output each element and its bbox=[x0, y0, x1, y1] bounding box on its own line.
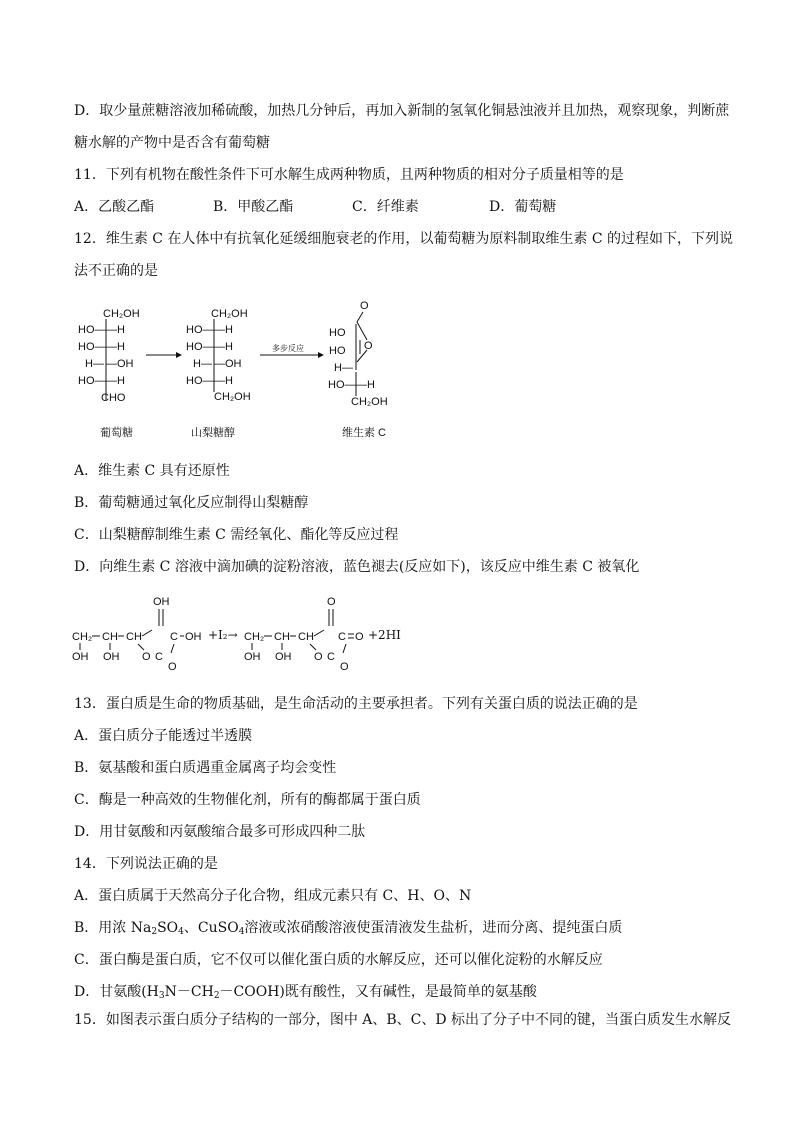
left-oh-bottom-2: OH bbox=[103, 651, 120, 663]
q13-option-d: D．用甘氨酸和丙氨酸缩合最多可形成四种二肽 bbox=[74, 824, 366, 840]
vitamin-c-iodine-reaction bbox=[70, 592, 430, 672]
right-oh-bottom-1: OH bbox=[244, 651, 261, 663]
plus-2hi: +2HI bbox=[368, 628, 401, 642]
vitc-oh-2: HO bbox=[329, 345, 346, 357]
q14-b-sub-3: 4 bbox=[238, 927, 245, 937]
q14-d-sub-2: 2 bbox=[213, 991, 220, 1001]
glucose-cho: CHO bbox=[101, 392, 126, 404]
q13-option-a: A．蛋白质分子能透过半透膜 bbox=[74, 728, 253, 744]
vitamin-c-synthesis-scheme bbox=[70, 296, 410, 446]
glucose-r3-left: H— bbox=[85, 358, 104, 370]
vitc-ho: HO— bbox=[328, 379, 356, 391]
right-ch-1: CH bbox=[274, 631, 290, 643]
q14-option-a: A．蛋白质属于天然高分子化合物，组成元素只有 C、H、O、N bbox=[74, 888, 472, 904]
q14-d-sub-1: 3 bbox=[158, 991, 165, 1001]
sorbitol-r3-left: H— bbox=[193, 358, 212, 370]
left-ester-c: C bbox=[155, 651, 163, 663]
reaction-arrow-2 bbox=[260, 343, 324, 358]
glucose-r3-right: —OH bbox=[106, 358, 134, 370]
vitc-h-right: —H bbox=[356, 379, 375, 391]
left-oh-bottom-1: OH bbox=[72, 651, 89, 663]
sorbitol-r2-right: —H bbox=[214, 341, 233, 353]
product-dehydroascorbic-acid bbox=[244, 596, 364, 672]
sorbitol-ch2oh-bottom: CH₂OH bbox=[214, 391, 251, 403]
glucose-structure bbox=[78, 308, 140, 404]
vitamin-c-structure bbox=[328, 300, 388, 408]
sorbitol-r2-left: HO— bbox=[186, 341, 214, 353]
q14-b-text-2: SO bbox=[157, 920, 179, 936]
glucose-r4-left: HO— bbox=[78, 375, 106, 387]
left-c: C bbox=[170, 631, 178, 643]
vitc-ring-o: O bbox=[364, 340, 373, 352]
q10-option-d-line2: 糖水解的产物中是否含有葡萄糖 bbox=[74, 135, 270, 151]
glucose-r1-left: HO— bbox=[78, 324, 106, 336]
right-ch2: CH₂ bbox=[244, 631, 265, 643]
q14-b-sub-1: 2 bbox=[151, 927, 158, 937]
q11-option-d: D．葡萄糖 bbox=[489, 199, 557, 215]
right-ester-c: C bbox=[327, 651, 335, 663]
left-ring-o: O bbox=[142, 651, 151, 663]
right-oh-bottom-2: OH bbox=[275, 651, 292, 663]
glucose-r1-right: —H bbox=[106, 324, 125, 336]
vitc-oh-1: HO bbox=[329, 327, 346, 339]
left-oh-right: OH bbox=[185, 631, 202, 643]
sorbitol-r4-left: HO— bbox=[186, 375, 214, 387]
sorbitol-r1-left: HO— bbox=[186, 324, 214, 336]
glucose-label: 葡萄糖 bbox=[100, 427, 133, 439]
q12-stem-line1: 12．维生素 C 在人体中有抗氧化延缓细胞衰老的作用，以葡萄糖为原料制取维生素 C 的过程如下，下列说 bbox=[74, 231, 734, 247]
q11-option-b: B．甲酸乙酯 bbox=[213, 199, 294, 215]
q14-option-b bbox=[74, 918, 622, 938]
left-ch2: CH₂ bbox=[72, 631, 93, 643]
vitc-ch2oh: CH₂OH bbox=[351, 396, 388, 408]
sorbitol-ch2oh-top: CH₂OH bbox=[211, 308, 248, 320]
q14-b-sub-2: 4 bbox=[178, 927, 184, 937]
q12-stem-line2: 法不正确的是 bbox=[74, 263, 158, 279]
glucose-r4-right: —H bbox=[106, 375, 125, 387]
glucose-r2-right: —H bbox=[106, 341, 125, 353]
q14-b-text-4: 溶液或浓硝酸溶液使蛋清液发生盐析，进而分离、提纯蛋白质 bbox=[244, 920, 623, 936]
right-ring-o: O bbox=[314, 651, 323, 663]
q11-options bbox=[74, 197, 556, 217]
right-o: O bbox=[355, 631, 364, 643]
q12-option-b: B．葡萄糖通过氧化反应制得山梨糖醇 bbox=[74, 495, 309, 511]
right-carbonyl-o: O bbox=[340, 661, 349, 672]
glucose-ch2oh: CH₂OH bbox=[103, 308, 140, 320]
left-ch-2: CH bbox=[126, 631, 142, 643]
plus-iodine-arrow: +I₂→ bbox=[208, 628, 238, 642]
q13-option-c: C．酶是一种高效的生物催化剂，所有的酶都属于蛋白质 bbox=[74, 792, 421, 808]
q14-d-text-2: N－CH bbox=[164, 984, 214, 1000]
sorbitol-r1-right: —H bbox=[214, 324, 233, 336]
q11-option-a: A．乙酸乙酯 bbox=[74, 199, 155, 215]
left-carbonyl-o: O bbox=[168, 661, 177, 672]
q14-d-text-1: D．甘氨酸(H bbox=[74, 984, 159, 1000]
q14-stem: 14．下列说法正确的是 bbox=[74, 856, 218, 872]
right-top-o: O bbox=[327, 596, 336, 608]
sorbitol-r4-right: —H bbox=[214, 375, 233, 387]
q12-option-c: C．山梨糖醇制维生素 C 需经氧化、酯化等反应过程 bbox=[74, 527, 399, 543]
q14-option-d bbox=[74, 982, 537, 1002]
q14-option-c: C．蛋白酶是蛋白质，它不仅可以催化蛋白质的水解反应，还可以催化淀粉的水解反应 bbox=[74, 952, 603, 968]
vitc-h: H— bbox=[334, 362, 353, 374]
q14-b-text-3: 、CuSO bbox=[183, 920, 239, 936]
sorbitol-label: 山梨糖醇 bbox=[191, 427, 235, 439]
q11-option-c: C．纤维素 bbox=[352, 199, 419, 215]
q11-stem: 11．下列有机物在酸性条件下可水解生成两种物质，且两种物质的相对分子质量相等的是 bbox=[74, 167, 624, 183]
right-ch-2: CH bbox=[298, 631, 314, 643]
vitamin-c-label: 维生素 C bbox=[342, 427, 386, 439]
q13-option-b: B．氨基酸和蛋白质遇重金属离子均会变性 bbox=[74, 760, 337, 776]
q10-option-d-line1: D．取少量蔗糖溶液加稀硫酸，加热几分钟后，再加入新制的氢氧化铜悬浊液并且加热，观察现象，判断蔗 bbox=[74, 103, 730, 119]
reactant-vitamin-c bbox=[72, 596, 202, 672]
arrow-2-label: 多步反应 bbox=[272, 344, 304, 353]
q12-option-a: A．维生素 C 具有还原性 bbox=[74, 463, 230, 479]
right-c: C bbox=[338, 631, 346, 643]
left-top-oh: OH bbox=[153, 596, 170, 608]
q12-option-d: D．向维生素 C 溶液中滴加碘的淀粉溶液，蓝色褪去(反应如下)，该反应中维生素 C 被氧化 bbox=[74, 559, 640, 575]
q13-stem: 13．蛋白质是生命的物质基础，是生命活动的主要承担者。下列有关蛋白质的说法正确的是 bbox=[74, 696, 638, 712]
q15-stem: 15．如图表示蛋白质分子结构的一部分，图中 A、B、C、D 标出了分子中不同的键，当蛋白质发生水解反 bbox=[74, 1012, 732, 1028]
reaction-arrow-1 bbox=[146, 352, 182, 358]
left-ch-1: CH bbox=[102, 631, 118, 643]
sorbitol-r3-right: —OH bbox=[214, 358, 242, 370]
vitc-carbonyl-o: O bbox=[360, 300, 369, 312]
q14-d-text-3: －COOH)既有酸性，又有碱性，是最简单的氨基酸 bbox=[219, 984, 537, 1000]
glucose-r2-left: HO— bbox=[78, 341, 106, 353]
q14-b-text-1: B．用浓 Na bbox=[74, 920, 152, 936]
sorbitol-structure bbox=[186, 308, 251, 403]
